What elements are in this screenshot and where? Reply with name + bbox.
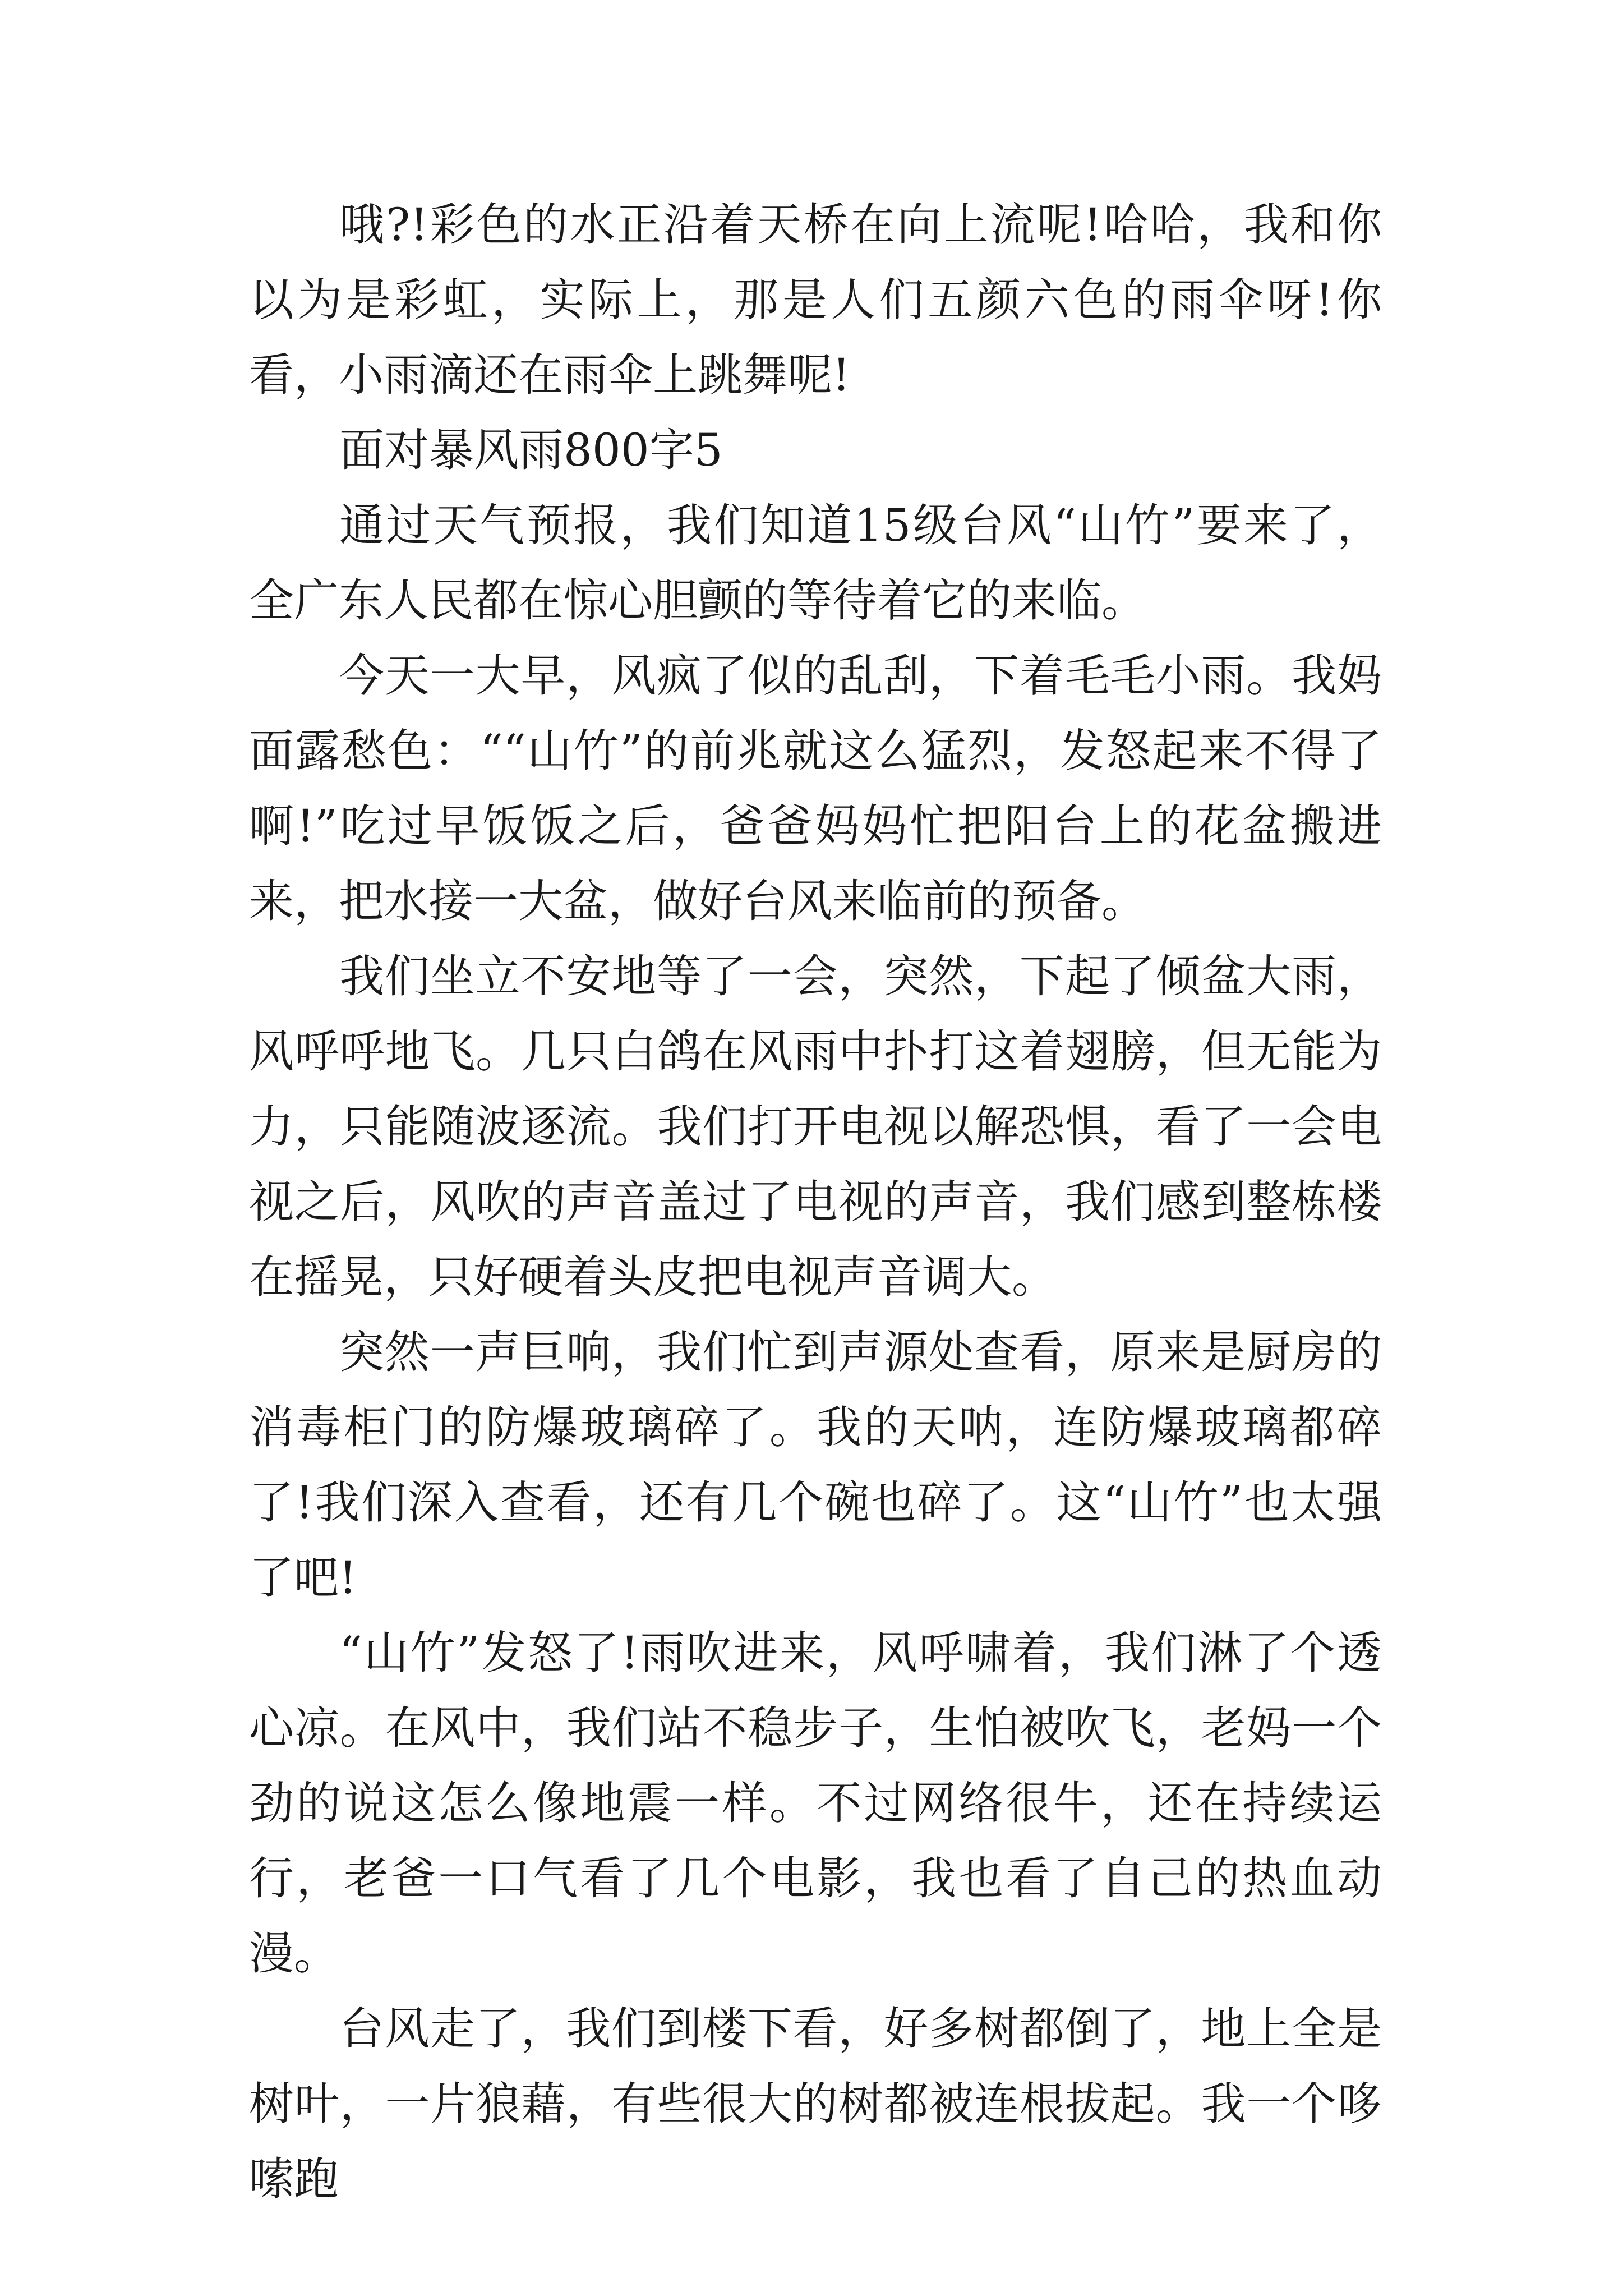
essay-title: 面对暴风雨800字5 xyxy=(339,424,723,476)
paragraph-typhoon-rages: “山竹”发怒了!雨吹进来，风呼啸着，我们淋了个透心凉。在风中，我们站不稳步子，生怕被吹飞，老妈一个劲的说这怎么像地震一样。不过网络很牛，还在持续运行，老爸一口气看了几个电影，我也看了自己的热血动漫。 xyxy=(249,1627,1382,1980)
document-body xyxy=(249,187,1382,2217)
paragraph-aftermath: 台风走了，我们到楼下看，好多树都倒了，地上全是树叶，一片狼藉，有些很大的树都被连根拔起。我一个哆嗦跑 xyxy=(249,2003,1382,2205)
paragraph-umbrellas: 哦?!彩色的水正沿着天桥在向上流呢!哈哈，我和你以为是彩虹，实际上，那是人们五颜六色的雨伞呀!你看，小雨滴还在雨伞上跳舞呢! xyxy=(249,199,1382,401)
paragraph-morning: 今天一大早，风疯了似的乱刮，下着毛毛小雨。我妈面露愁色：““山竹”的前兆就这么猛烈，发怒起来不得了啊!”吃过早饭饭之后，爸爸妈妈忙把阳台上的花盆搬进来，把水接一大盆，做好台风来临前的预备。 xyxy=(249,650,1382,927)
paragraph-forecast: 通过天气预报，我们知道15级台风“山竹”要来了，全广东人民都在惊心胆颤的等待着它的来临。 xyxy=(249,499,1382,627)
paragraph-storm-begins: 我们坐立不安地等了一会，突然，下起了倾盆大雨，风呼呼地飞。几只白鸽在风雨中扑打这着翅膀，但无能为力，只能随波逐流。我们打开电视以解恐惧，看了一会电视之后，风吹的声音盖过了电视的声音，我们感到整栋楼在摇晃，只好硬着头皮把电视声音调大。 xyxy=(249,950,1382,1303)
paragraph-glass-breaks: 突然一声巨响，我们忙到声源处查看，原来是厨房的消毒柜门的防爆玻璃碎了。我的天呐，连防爆玻璃都碎了!我们深入查看，还有几个碗也碎了。这“山竹”也太强了吧! xyxy=(249,1326,1382,1604)
